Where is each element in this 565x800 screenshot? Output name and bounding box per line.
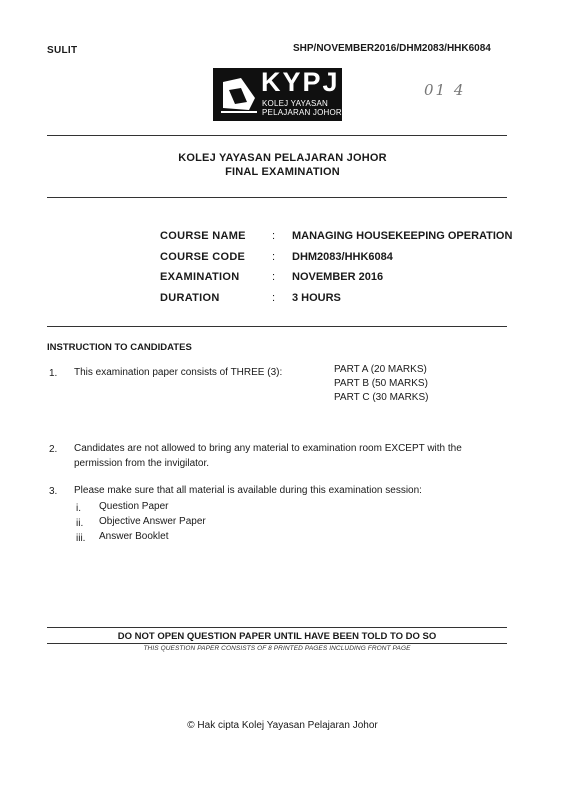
instruction-2-number: 2. — [49, 444, 58, 455]
title-divider — [47, 197, 507, 198]
classification-label: SULIT — [47, 45, 78, 56]
material-3-text: Answer Booklet — [99, 531, 169, 542]
course-code-colon: : — [272, 250, 276, 263]
material-2-number: ii. — [76, 518, 84, 529]
instruction-1-text: This examination paper consists of THREE (3): — [74, 367, 283, 378]
exam-title: FINAL EXAMINATION — [225, 166, 340, 178]
examination-row — [160, 267, 512, 288]
duration-colon: : — [272, 291, 276, 304]
kypj-emblem-icon — [219, 74, 259, 115]
logo-line-2: PELAJARAN JOHOR — [262, 108, 342, 117]
course-name-row — [160, 226, 512, 247]
part-c: PART C (30 MARKS) — [334, 392, 429, 403]
instruction-3-number: 3. — [49, 486, 58, 497]
instruction-1-number: 1. — [49, 368, 58, 379]
kypj-logo — [213, 68, 342, 121]
course-name-label: COURSE NAME — [160, 230, 246, 243]
handwritten-note: 01 4 — [424, 81, 466, 99]
material-1-number: i. — [76, 503, 81, 514]
material-3-number: iii. — [76, 533, 86, 544]
instructions-heading: INSTRUCTION TO CANDIDATES — [47, 342, 192, 353]
examination-colon: : — [272, 271, 276, 284]
course-code-label: COURSE CODE — [160, 250, 246, 263]
logo-acronym: KYPJ — [261, 67, 340, 97]
course-name-value: MANAGING HOUSEKEEPING OPERATION — [292, 230, 513, 243]
course-name-colon: : — [272, 230, 276, 243]
material-2-text: Objective Answer Paper — [99, 516, 206, 527]
footer-divider-bottom — [47, 643, 507, 644]
duration-row — [160, 288, 512, 309]
part-a: PART A (20 MARKS) — [334, 364, 427, 375]
institution-title: KOLEJ YAYASAN PELAJARAN JOHOR — [178, 152, 387, 164]
material-1-text: Question Paper — [99, 501, 169, 512]
top-divider — [47, 135, 507, 136]
duration-value: 3 HOURS — [292, 291, 341, 304]
do-not-open-notice: DO NOT OPEN QUESTION PAPER UNTIL HAVE BEEN TOLD TO DO SO — [117, 631, 437, 642]
reference-code: SHP/NOVEMBER2016/DHM2083/HHK6084 — [293, 43, 491, 54]
footer-divider-top — [47, 627, 507, 628]
info-divider — [47, 326, 507, 327]
instruction-2-text: Candidates are not allowed to bring any material to examination room EXCEPT with the — [74, 443, 462, 454]
examination-value: NOVEMBER 2016 — [292, 271, 384, 284]
course-code-value: DHM2083/HHK6084 — [292, 250, 393, 263]
instruction-3-text: Please make sure that all material is available during this examination session: — [74, 485, 422, 496]
logo-line-1: KOLEJ YAYASAN — [262, 99, 329, 108]
copyright-text: © Hak cipta Kolej Yayasan Pelajaran Johor — [187, 720, 378, 731]
page-count-note: THIS QUESTION PAPER CONSISTS OF 8 PRINTED PAGES INCLUDING FRONT PAGE — [143, 645, 411, 652]
instruction-2-text-cont: permission from the invigilator. — [74, 458, 210, 469]
course-info-table — [160, 226, 512, 308]
course-code-row — [160, 247, 512, 268]
part-b: PART B (50 MARKS) — [334, 378, 428, 389]
duration-label: DURATION — [160, 291, 220, 304]
examination-label: EXAMINATION — [160, 271, 240, 284]
